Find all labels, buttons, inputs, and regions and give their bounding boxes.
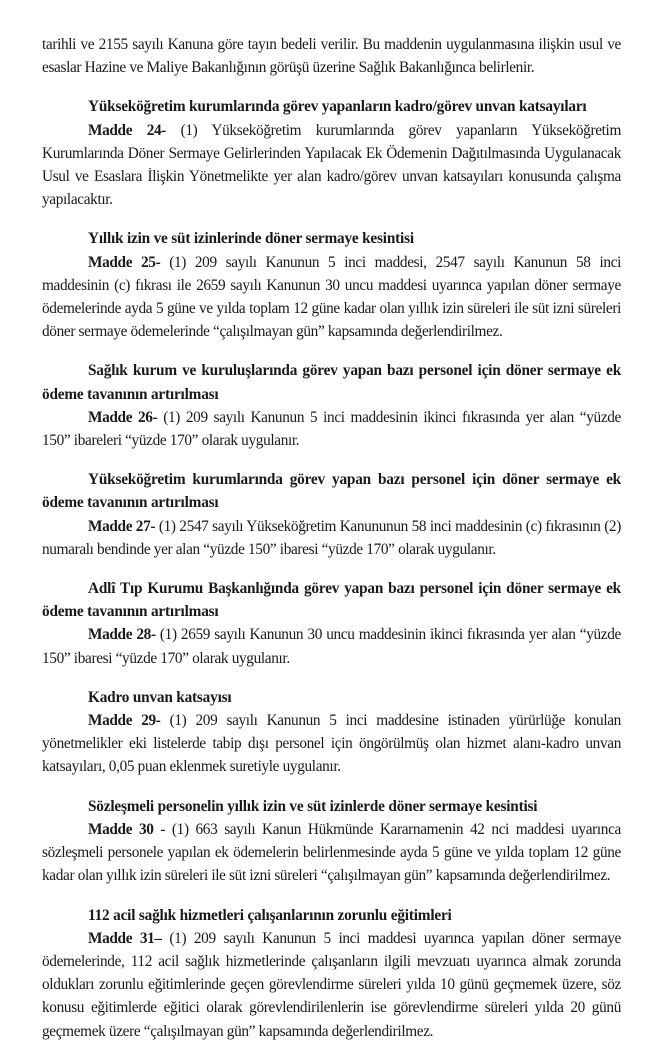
article-paragraph	[42, 406, 621, 452]
section-heading: Sözleşmeli personelin yıllık izin ve süt izinlerde döner sermaye kesintisi	[88, 797, 538, 815]
article-body: (1) Yükseköğretim kurumlarında görev yapanların Yükseköğretim Kurumlarında Döner Sermaye Gelirlerinden Yapılacak Ek Ödemenin Dağıtılmasında Uygulanacak Usul ve Esaslara İlişkin Yönetmelikte yer alan kadro/görev unvan katsayıları konusunda çalışma yapılacaktır.	[42, 121, 621, 209]
article-body: (1) 209 sayılı Kanunun 5 inci maddesi, 2547 sayılı Kanunun 58 inci maddesinin (c) fıkrası ile 2659 sayılı Kanunun 30 uncu maddesi uyarınca yapılan döner sermaye ödemelerinde ayda 5 güne ve yılda toplam 12 güne kadar olan yıllık izin süreleri ile süt izni süreleri döner sermaye ödemelerinde “çalışılmayan gün” kapsamında değerlendirilmez.	[42, 253, 621, 341]
document-page	[42, 33, 621, 1043]
section-heading: 112 acil sağlık hizmetleri çalışanlarının zorunlu eğitimleri	[88, 906, 452, 924]
section-madde-28	[42, 577, 621, 670]
article-body: (1) 209 sayılı Kanunun 5 inci maddesinin ikinci fıkrasında yer alan “yüzde 150” ibareleri “yüzde 170” olarak uygulanır.	[42, 408, 621, 450]
section-madde-29	[42, 686, 621, 779]
article-paragraph	[42, 709, 621, 779]
section-heading: Sağlık kurum ve kuruluşlarında görev yapan bazı personel için döner sermaye ek ödeme tavanının artırılması	[42, 362, 621, 403]
article-label: Madde 26-	[88, 408, 158, 426]
article-body: (1) 2547 sayılı Yükseköğretim Kanununun 58 inci maddesinin (c) fıkrasının (2) numaralı bendinde yer alan “yüzde 150” ibaresi “yüzde 170” olarak uygulanır.	[42, 517, 621, 558]
section-heading: Kadro unvan katsayısı	[88, 688, 232, 706]
article-label: Madde 28-	[88, 626, 156, 644]
article-paragraph	[42, 818, 621, 888]
section-heading: Yıllık izin ve süt izinlerinde döner sermaye kesintisi	[88, 230, 414, 248]
article-label: Madde 30	[88, 820, 154, 838]
article-body: (1) 209 sayılı Kanunun 5 inci maddesi uyarınca yapılan döner sermaye ödemelerinde, 112 acil sağlık hizmetlerinde çalışanların ilgili mevzuatı uyarınca almak zorunda oldukları zorunlu eğitimlerinde geçen görevlendirme süreleri yılda 10 günü geçmemek üzere, söz konusu eğitimlerde eğitici olarak görevlendirilenlerin ise görevlendirme süreleri yılda 20 günü geçmemek üzere “çalışılmayan gün” kapsamında değerlendirilmez.	[42, 929, 621, 1040]
article-paragraph	[42, 515, 621, 561]
article-paragraph	[42, 927, 621, 1043]
article-label: Madde 27-	[88, 517, 156, 535]
section-madde-27	[42, 468, 621, 561]
section-heading: Yükseköğretim kurumlarında görev yapanların kadro/görev unvan katsayıları	[88, 98, 587, 116]
section-madde-31	[42, 904, 621, 1043]
article-body: - (1) 663 sayılı Kanun Hükmünde Kararnamenin 42 nci maddesi uyarınca sözleşmeli personele yapılan ek ödemelerin belirlenmesinde ayda 5 güne ve yılda toplam 12 güne kadar olan yıllık izin süreleri ile süt izni süreleri “çalışılmayan gün” kapsamında değerlendirilmez.	[42, 820, 621, 885]
article-body: (1) 2659 sayılı Kanunun 30 uncu maddesinin ikinci fıkrasında yer alan “yüzde 150” ibaresi “yüzde 170” olarak uygulanır.	[42, 626, 621, 667]
article-label: Madde 29-	[88, 712, 161, 730]
intro-paragraph: tarihli ve 2155 sayılı Kanuna göre tayın bedeli verilir. Bu maddenin uygulanmasına ilişkin usul ve esaslar Hazine ve Maliye Bakanlığının görüşü üzerine Sağlık Bakanlığınca belirlenir.	[42, 36, 621, 77]
article-paragraph	[42, 623, 621, 669]
section-madde-25	[42, 227, 621, 343]
article-label: Madde 31–	[88, 929, 162, 947]
article-paragraph	[42, 251, 621, 344]
section-madde-30	[42, 795, 621, 888]
article-paragraph	[42, 119, 621, 212]
article-label: Madde 24-	[88, 121, 167, 139]
article-label: Madde 25-	[88, 253, 161, 271]
section-madde-26	[42, 359, 621, 452]
section-heading: Yükseköğretim kurumlarında görev yapan bazı personel için döner sermaye ek ödeme tavanının artırılması	[42, 471, 621, 512]
section-madde-24	[42, 95, 621, 211]
section-heading: Adlî Tıp Kurumu Başkanlığında görev yapan bazı personel için döner sermaye ek ödeme tavanının artırılması	[42, 580, 621, 621]
article-body: (1) 209 sayılı Kanunun 5 inci maddesine istinaden yürürlüğe konulan yönetmelikler eki listelerde tabip dışı personel için öngörülmüş olan hizmet alanı-kadro unvan katsayıları, 0,05 puan eklenmek suretiyle uygulanır.	[42, 712, 621, 776]
